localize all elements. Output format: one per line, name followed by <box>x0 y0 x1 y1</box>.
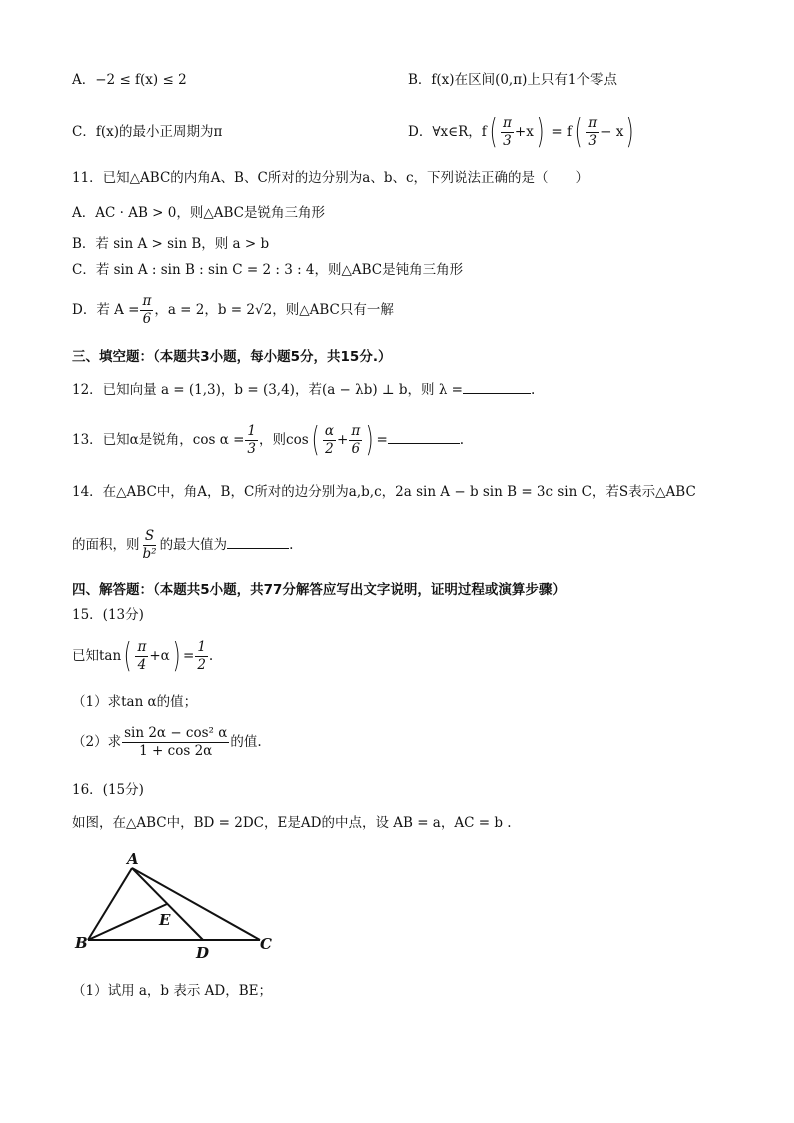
q16-stem: 如图，在△ABC中，BD = 2DC，E是AD的中点，设 AB = a，AC = b . <box>72 815 512 831</box>
q12: 12．已知向量 a = (1,3)，b = (3,4)，若(a − λb) ⊥ b，则 λ = . <box>72 382 536 398</box>
label-d: D <box>196 944 210 962</box>
q15-given: 已知tan( $\frac{\pi}{4}$ +α) = $\frac{1}{2}$ . <box>72 636 214 676</box>
q10-d-prefix: D．∀x∈R，f <box>408 123 487 140</box>
q10-d-frac1: $\frac{\pi}{3}$ <box>503 115 512 149</box>
q15-head: 15．(13分) <box>72 607 144 623</box>
label-a: A <box>127 850 139 868</box>
q10-d-frac2: $\frac{\pi}{3}$ <box>588 115 598 149</box>
q11-d-frac: $\frac{\pi}{6}$ <box>142 293 152 327</box>
q16-head: 16．(15分) <box>72 782 144 798</box>
label-b: B <box>75 934 88 952</box>
q13: 13．已知α是锐角，cos α = $\frac{1}{3}$ ，则cos( $\frac{\alpha}{2}$ + $\frac{\pi}{6}$ ) = . <box>72 420 465 460</box>
label-c: C <box>260 935 272 953</box>
q15-part2: （2）求 $\frac{\text{sin 2α − cos² α}}{1 + \cos 2\alpha}$ 的值. <box>72 725 262 759</box>
q10-option-a: A．−2 ≤ f(x) ≤ 2 <box>72 72 187 88</box>
segment-ac <box>132 868 260 940</box>
q10-option-b: B．f(x)在区间(0,π)上只有1个零点 <box>408 72 617 88</box>
q11-stem: 11．已知△ABC的内角A、B、C所对的边分别为a、b、c，下列说法正确的是（ ） <box>72 170 590 186</box>
q10-option-c: C．f(x)的最小正周期为π <box>72 124 223 140</box>
q14-answer-blank[interactable] <box>227 548 289 549</box>
q16-part1: （1）试用 a，b 表示 AD，BE； <box>72 983 273 999</box>
q14-line1: 14．在△ABC中，角A，B，C所对的边分别为a,b,c，2a sin A − b sin B = 3c sin C，若S表示△ABC <box>72 484 696 500</box>
q11-option-c: C．若 sin A : sin B : sin C = 2 : 3 : 4，则△ABC是钝角三角形 <box>72 262 464 278</box>
q10-option-d: D．∀x∈R，f( $\frac{\pi}{3}$ +x) = f( $\frac{\pi}{3}$ − x) <box>408 112 634 152</box>
label-e: E <box>159 911 171 929</box>
q11-option-a: A．AC · AB > 0，则△ABC是锐角三角形 <box>72 205 325 221</box>
section-solution-title: 四、解答题：（本题共5小题，共77分解答应写出文字说明，证明过程或演算步骤） <box>72 582 566 598</box>
section-fill-in-title: 三、填空题：（本题共3小题，每小题5分，共15分.） <box>72 349 392 365</box>
q12-answer-blank[interactable] <box>463 393 531 394</box>
triangle-figure <box>72 848 282 963</box>
q14-line2: 的面积，则 $\frac{S}{\text{b²}}$ 的最大值为 . <box>72 528 294 562</box>
segment-ad <box>132 868 203 940</box>
q11-option-d: D．若 A = $\frac{\pi}{6}$ ，a = 2，b = 2√2，则△ABC只有一解 <box>72 293 394 327</box>
q13-answer-blank[interactable] <box>388 443 460 444</box>
q11-option-b: B．若 sin A > sin B，则 a > b <box>72 236 270 252</box>
q15-part1: （1）求tan α的值； <box>72 694 198 710</box>
